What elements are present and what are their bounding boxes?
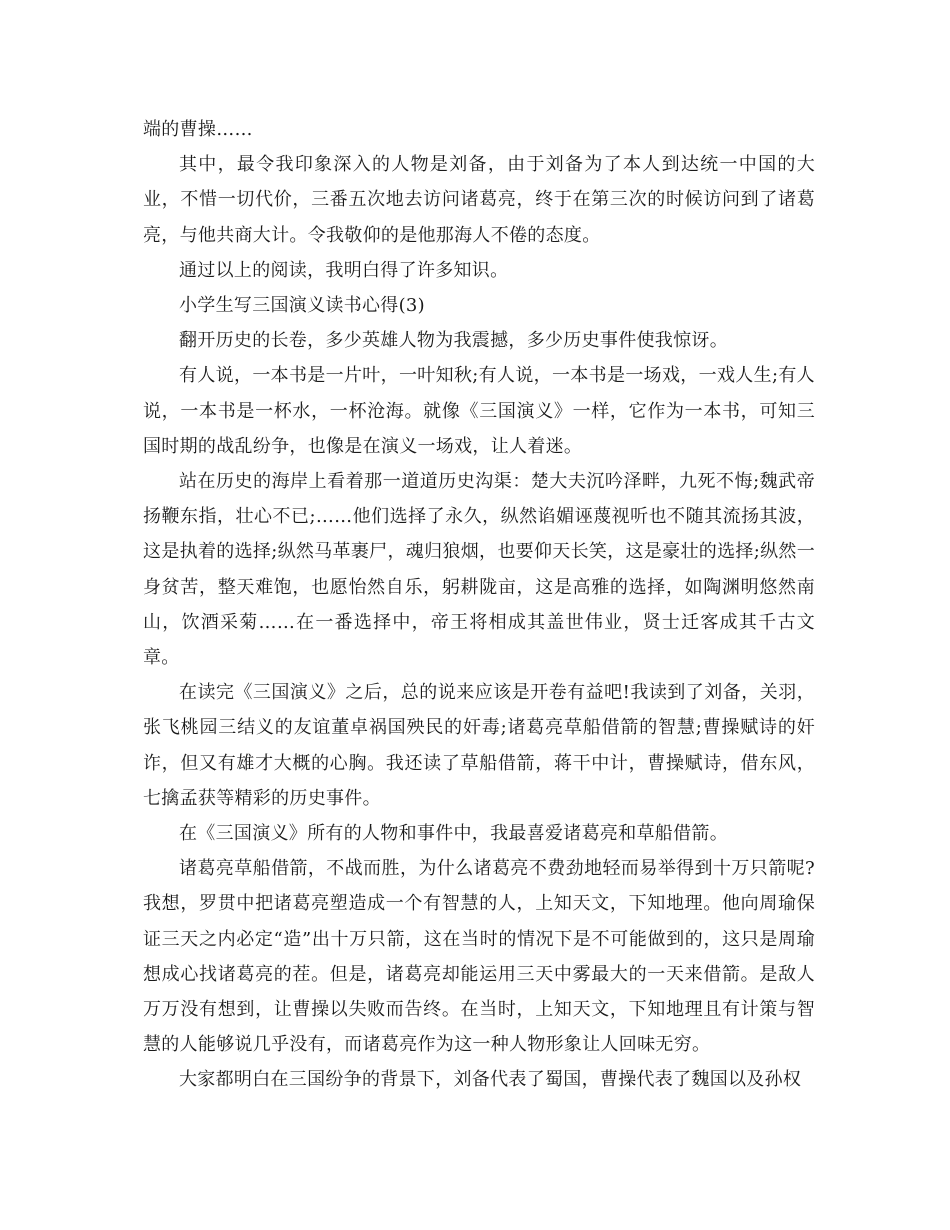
paragraph-knowledge: 通过以上的阅读，我明白得了许多知识。 bbox=[179, 259, 509, 281]
document-body bbox=[143, 112, 815, 1098]
section-heading: 小学生写三国演义读书心得(3) bbox=[179, 295, 425, 317]
paragraph-continuation: 端的曹操…… bbox=[143, 119, 253, 140]
paragraph-book-metaphor: 有人说，一本书是一片叶，一叶知秋;有人说，一本书是一场戏，一戏人生;有人说，一本书是一杯水，一杯沧海。就像《三国演义》一样，它作为一本书，可知三国时期的战乱纷争，也像是在演义一场戏，让人着迷。 bbox=[143, 365, 815, 457]
paragraph-choices: 站在历史的海岸上看着那一道道历史沟渠：楚大夫沉吟泽畔，九死不悔;魏武帝扬鞭东指，壮心不已;……他们选择了永久，纵然谄媚诬蔑视听也不随其流扬其波，这是执着的选择;纵然马革裹尸，魂归狼烟，也要仰天长笑，这是豪壮的选择;纵然一身贫苦，整天难饱，也愿怡然自乐，躬耕陇亩，这是高雅的选择，如陶渊明悠然南山，饮酒采菊……在一番选择中，帝王将相成其盖世伟业，贤士迁客成其千古文章。 bbox=[143, 471, 815, 669]
paragraph-favorite: 在《三国演义》所有的人物和事件中，我最喜爱诸葛亮和草船借箭。 bbox=[179, 823, 728, 845]
paragraph-liubei: 其中，最令我印象深入的人物是刘备，由于刘备为了本人到达统一中国的大业，不惜一切代价，三番五次地去访问诸葛亮，终于在第三次的时候访问到了诸葛亮，与他共商大计。令我敬仰的是他那海人不倦的态度。 bbox=[143, 154, 815, 246]
paragraph-history-scroll: 翻开历史的长卷，多少英雄人物为我震撼，多少历史事件使我惊讶。 bbox=[179, 330, 728, 352]
paragraph-borrowing-arrows: 诸葛亮草船借箭，不战而胜，为什么诸葛亮不费劲地轻而易举得到十万只箭呢?我想，罗贯中把诸葛亮塑造成一个有智慧的人，上知天文，下知地理。他向周瑜保证三天之内必定“造”出十万只箭，这在当时的情况下是不可能做到的，这只是周瑜想成心找诸葛亮的茬。但是，诸葛亮却能运用三天中雾最大的一天来借箭。是敌人万万没有想到，让曹操以失败而告终。在当时，上知天文，下知地理且有计策与智慧的人能够说几乎没有，而诸葛亮作为这一种人物形象让人回味无穷。 bbox=[143, 858, 815, 1056]
paragraph-after-reading: 在读完《三国演义》之后，总的说来应该是开卷有益吧!我读到了刘备，关羽，张飞桃园三结义的友谊董卓祸国殃民的奸毒;诸葛亮草船借箭的智慧;曹操赋诗的奸诈，但又有雄才大概的心胸。我还读了草船借箭，蒋干中计，曹操赋诗，借东风，七擒孟获等精彩的历史事件。 bbox=[143, 682, 815, 809]
paragraph-three-kingdoms: 大家都明白在三国纷争的背景下，刘备代表了蜀国，曹操代表了魏国以及孙权 bbox=[179, 1069, 802, 1091]
